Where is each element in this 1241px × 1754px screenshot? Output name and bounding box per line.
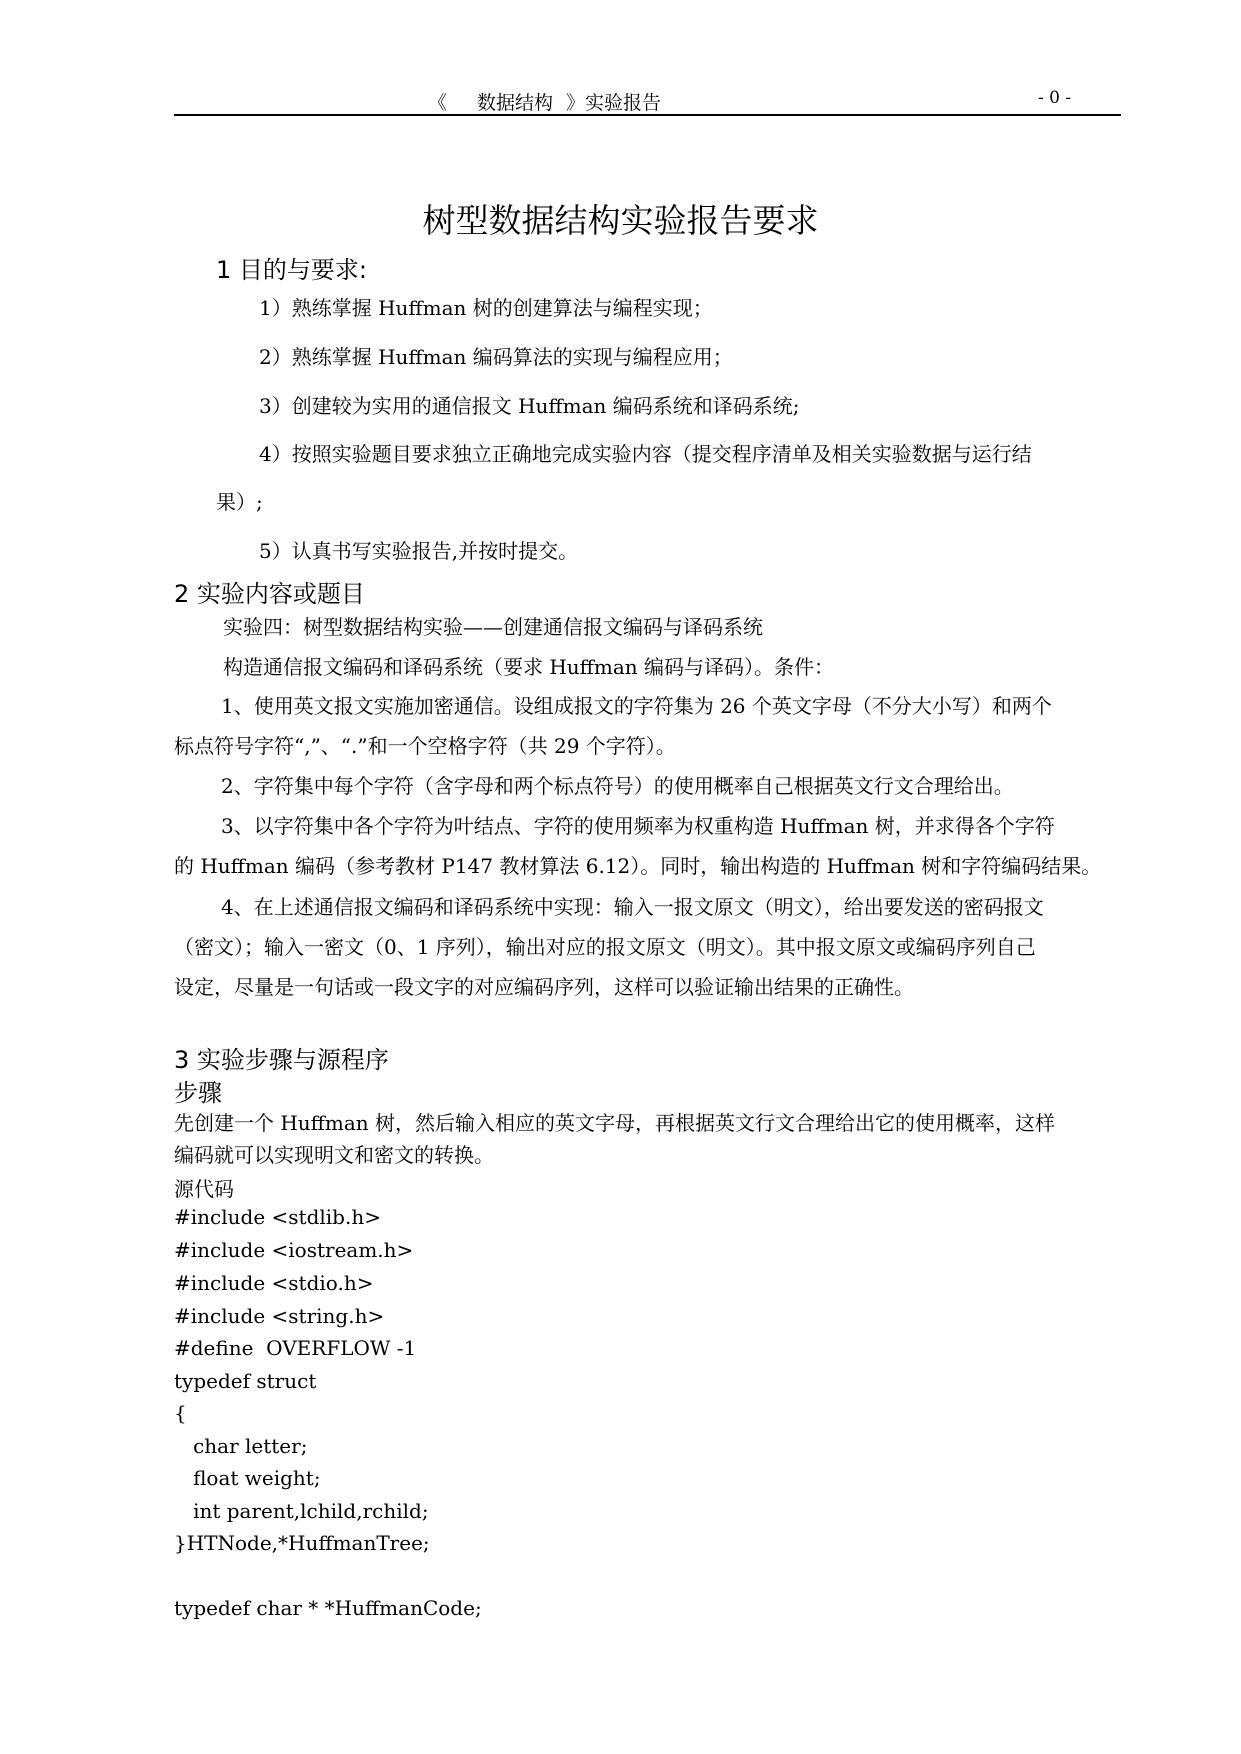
section2-line-8: 4、在上述通信报文编码和译码系统中实现：输入一报文原文（明文），给出要发送的密码报文 <box>221 895 1044 919</box>
header-rule <box>174 114 1121 116</box>
section2-line-6: 3、以字符集中各个字符为叶结点、字符的使用频率为权重构造 Huffman 树，并求得各个字符 <box>221 814 1055 838</box>
header-report-label: 》实验报告 <box>566 92 662 114</box>
section3-desc-1: 先创建一个 Huffman 树，然后输入相应的英文字母，再根据英文行文合理给出它的使用概率，这样 <box>174 1111 1056 1135</box>
code-line: typedef struct <box>174 1369 317 1393</box>
section1-heading: 1 目的与要求: <box>216 256 367 284</box>
code-line: }HTNode,*HuffmanTree; <box>174 1531 430 1555</box>
source-label: 源代码 <box>174 1177 234 1201</box>
page-title: 树型数据结构实验报告要求 <box>422 201 819 240</box>
section2-line-3: 1、使用英文报文实施加密通信。设组成报文的字符集为 26 个英文字母（不分大小写）和两个 <box>221 694 1052 718</box>
header-course: 数据结构 <box>477 92 554 114</box>
page-number: - 0 - <box>1038 88 1072 108</box>
code-line: { <box>174 1401 187 1425</box>
section1-item-5: 5）认真书写实验报告,并按时提交。 <box>259 539 579 563</box>
section3-heading: 3 实验步骤与源程序 <box>174 1046 389 1074</box>
section2-line-7: 的 Huffman 编码（参考教材 P147 教材算法 6.12）。同时，输出构造的 Huffman 树和字符编码结果。 <box>174 854 1102 878</box>
code-line: #include <string.h> <box>174 1304 385 1328</box>
section1-item-4-cont: 果）; <box>216 490 263 514</box>
header-left-bracket: 《 <box>428 92 448 114</box>
code-line: #include <stdio.h> <box>174 1271 374 1295</box>
section2-line-9: （密文）；输入一密文（0、1 序列），输出对应的报文原文（明文）。其中报文原文或编码序列自己 <box>174 935 1036 959</box>
section1-item-4: 4）按照实验题目要求独立正确地完成实验内容（提交程序清单及相关实验数据与运行结 <box>259 442 1032 466</box>
section3-subheading: 步骤 <box>174 1079 222 1107</box>
section2-line-4: 标点符号字符“,”、“.”和一个空格字符（共 29 个字符）。 <box>174 734 676 758</box>
section3-desc-2: 编码就可以实现明文和密文的转换。 <box>174 1143 494 1167</box>
section2-line-10: 设定，尽量是一句话或一段文字的对应编码序列，这样可以验证输出结果的正确性。 <box>174 975 914 999</box>
code-line: float weight; <box>174 1466 321 1490</box>
code-line: #include <stdlib.h> <box>174 1205 381 1229</box>
section2-heading: 2 实验内容或题目 <box>174 580 365 608</box>
code-line: int parent,lchild,rchild; <box>174 1499 429 1523</box>
code-line: #define OVERFLOW -1 <box>174 1336 417 1360</box>
section1-item-2: 2）熟练掌握 Huffman 编码算法的实现与编程应用； <box>259 345 733 369</box>
code-line: #include <iostream.h> <box>174 1238 414 1262</box>
section2-line-5: 2、字符集中每个字符（含字母和两个标点符号）的使用概率自己根据英文行文合理给出。 <box>221 774 1014 798</box>
section2-line-2: 构造通信报文编码和译码系统（要求 Huffman 编码与译码）。条件： <box>223 655 835 679</box>
section1-item-1: 1）熟练掌握 Huffman 树的创建算法与编程实现； <box>259 296 713 320</box>
section1-item-3: 3）创建较为实用的通信报文 Huffman 编码系统和译码系统; <box>259 394 800 418</box>
code-line: typedef char * *HuffmanCode; <box>174 1596 482 1620</box>
code-line: char letter; <box>174 1434 308 1458</box>
section2-line-1: 实验四：树型数据结构实验——创建通信报文编码与译码系统 <box>223 615 763 639</box>
